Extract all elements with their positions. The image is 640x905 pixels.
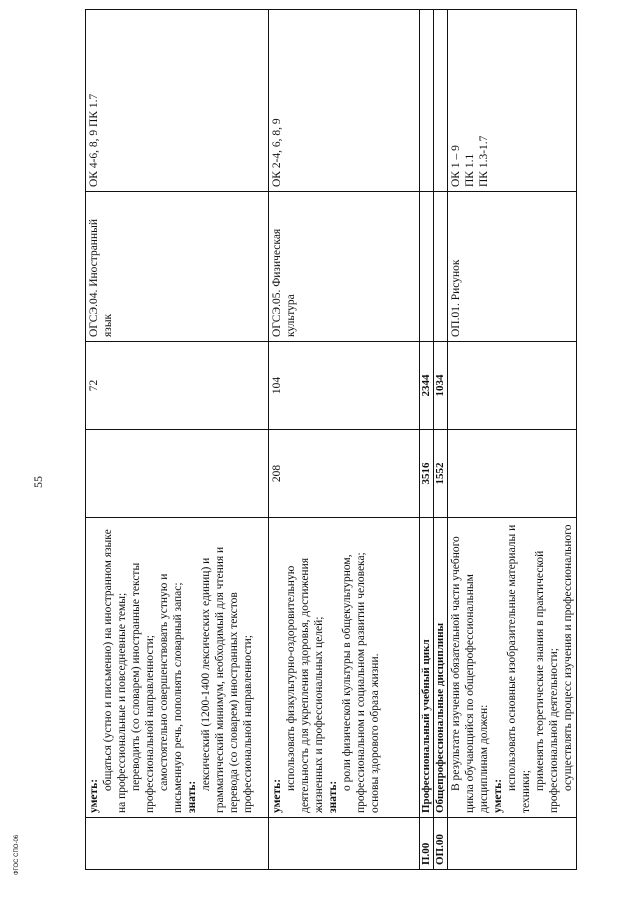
footer-code: ФГОС СПО-06 xyxy=(14,834,20,875)
competence-item: ПК 1.3-1.7 xyxy=(478,135,490,187)
discipline-cell: ОГСЭ.05. Физическая культура xyxy=(269,192,420,342)
competences-cell xyxy=(434,10,448,192)
skill-item: самостоятельно совершенствовать устную и письменную речь, пополнять словарный запас; xyxy=(158,573,184,813)
obligatory-hours-cell: 104 xyxy=(269,342,420,430)
obligatory-hours-cell: 1034 xyxy=(434,342,448,430)
competences-cell xyxy=(448,10,577,192)
section-row xyxy=(434,10,448,870)
max-hours-cell: 1552 xyxy=(434,430,448,518)
competences-cell: ОК 2-4, 6, 8, 9 xyxy=(269,10,420,192)
section-code: ОП.00 xyxy=(434,818,448,870)
section-title: Общепрофессиональные дисциплины xyxy=(434,518,448,818)
knowledge-item: о роли физической культуры в общекультурном, профессиональном и социальном развитии человека; основы здорового образа жизни. xyxy=(341,552,381,813)
cycle-code: П.00 xyxy=(420,818,434,870)
obligatory-hours-cell: 2344 xyxy=(420,342,434,430)
competences-cell: ОК 4-6, 8, 9 ПК 1.7 xyxy=(86,10,269,192)
max-hours-cell: 3516 xyxy=(420,430,434,518)
knowledge-heading: знать: xyxy=(186,780,198,813)
obligatory-hours-cell: 72 xyxy=(86,342,269,430)
requirements-cell xyxy=(448,518,577,818)
cycle-row xyxy=(420,10,434,870)
max-hours-cell: 208 xyxy=(269,430,420,518)
skill-item: использовать физкультурно-оздоровительную деятельность для укрепления здоровья, достижения жизненных и профессиональных целей; xyxy=(285,557,325,813)
competences-cell xyxy=(420,10,434,192)
requirements-cell xyxy=(86,518,269,818)
discipline-cell: ОГСЭ.04. Иностранный язык xyxy=(86,192,269,342)
discipline-cell: ОП.01. Рисунок xyxy=(448,192,577,342)
max-hours-cell xyxy=(86,430,269,518)
skills-heading: уметь: xyxy=(88,778,100,813)
competence-item: ПК 1.1 xyxy=(464,153,476,187)
table-row xyxy=(269,10,420,870)
curriculum-table xyxy=(85,9,577,870)
rotated-table-wrapper xyxy=(85,10,574,870)
skill-item: использовать основные изобразительные материалы и техники; xyxy=(506,524,532,813)
skill-item: общаться (устно и письменно) на иностранном языке на профессиональные и повседневные темы; xyxy=(102,529,128,813)
discipline-cell xyxy=(434,192,448,342)
skill-item: осуществлять процесс изучения и профессионального xyxy=(562,524,574,791)
obligatory-hours-cell xyxy=(448,342,577,430)
discipline-cell xyxy=(420,192,434,342)
skill-item: переводить (со словарем) иностранные тексты профессиональной направленности; xyxy=(130,562,156,813)
knowledge-heading: знать: xyxy=(327,780,339,813)
index-cell xyxy=(269,818,420,870)
skills-heading: уметь: xyxy=(492,778,504,813)
index-cell xyxy=(448,818,577,870)
table-row xyxy=(86,10,269,870)
knowledge-item: лексический (1200-1400 лексических единиц) и грамматический минимум, необходимый для чтения и перевода (со словарем) иностранных текстов профессиональной направленности; xyxy=(200,546,254,813)
competence-item: ОК 1 – 9 xyxy=(450,145,462,187)
intro-text: В результате изучения обязательной части учебного цикла обучающийся по общепрофессиональным дисциплинам должен: xyxy=(450,536,490,813)
page-number: 55 xyxy=(31,476,45,488)
cycle-title: Профессиональный учебный цикл xyxy=(420,518,434,818)
max-hours-cell xyxy=(448,430,577,518)
index-cell xyxy=(86,818,269,870)
table-row xyxy=(448,10,577,870)
requirements-cell xyxy=(269,518,420,818)
skill-item: применять теоретические знания в практической профессиональной деятельности; xyxy=(534,550,560,813)
skills-heading: уметь: xyxy=(271,778,283,813)
